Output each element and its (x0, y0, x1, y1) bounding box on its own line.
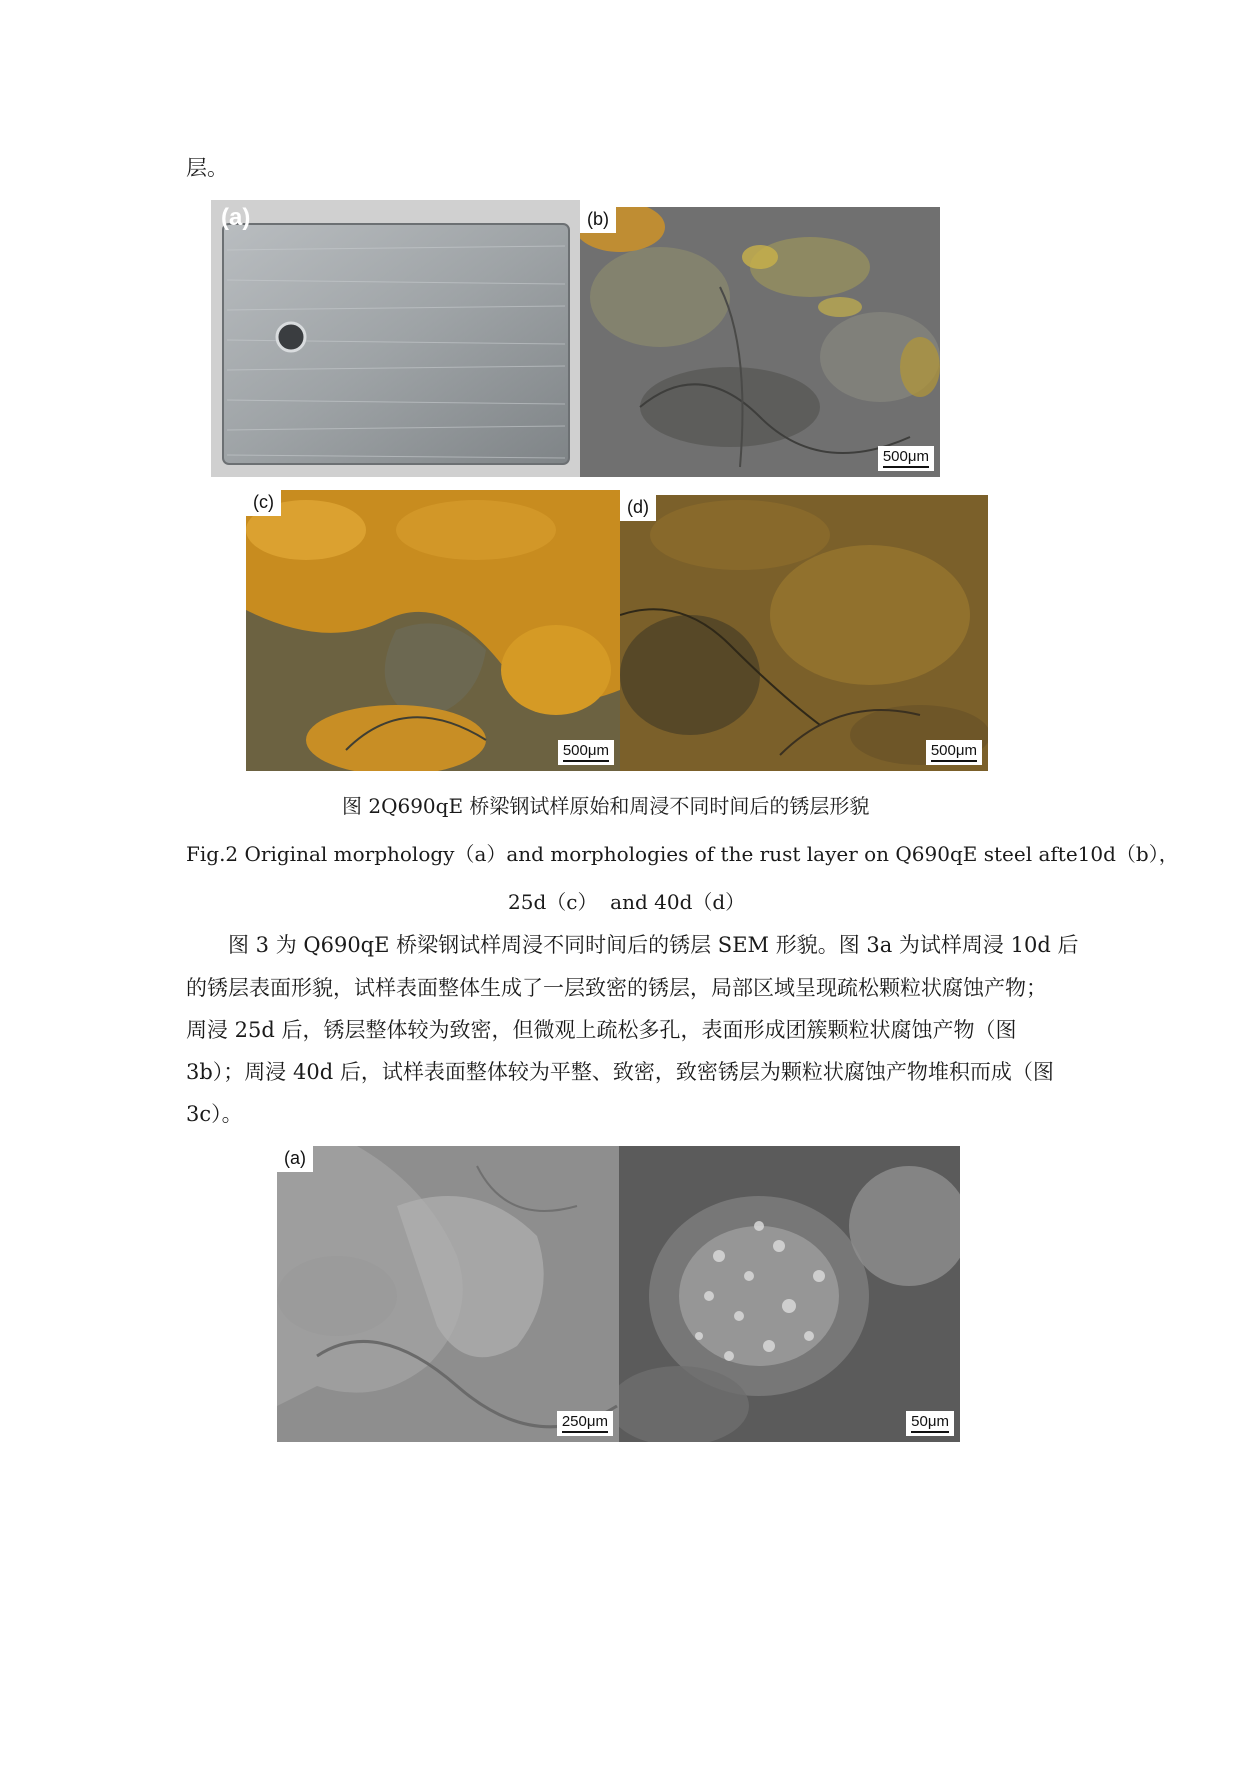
sem-image-low-mag (277, 1146, 619, 1442)
steel-plate-image (211, 200, 580, 477)
figure2-caption-en: Fig.2 Original morphology（a）and morphologies of the rust layer on Q690qE steel afte10d（b）， (186, 842, 1179, 866)
paragraph-line: 3c）。 (186, 1102, 243, 1126)
figure2-panel-a (211, 200, 580, 477)
figure2-caption-en-cont: 25d（c） and 40d（d） (508, 890, 746, 914)
panel-label: (d) (620, 495, 656, 521)
text-fragment: 层。 (186, 156, 228, 180)
scale-bar: 50μm (906, 1411, 954, 1436)
paragraph-line: 的锈层表面形貌，试样表面整体生成了一层致密的锈层，局部区域呈现疏松颗粒状腐蚀产物； (186, 976, 1047, 1000)
figure2-panel-c (246, 490, 620, 771)
sem-image-high-mag (619, 1146, 960, 1442)
panel-label: (a) (221, 204, 251, 231)
panel-label: (c) (246, 490, 281, 516)
figure2-panel-d (620, 495, 988, 771)
scale-bar: 500μm (558, 740, 614, 765)
figure3-panel-b (619, 1146, 960, 1442)
scale-bar: 500μm (926, 740, 982, 765)
figure2-caption-cn: 图 2Q690qE 桥梁钢试样原始和周浸不同时间后的锈层形貌 (342, 794, 870, 818)
paragraph-line: 周浸 25d 后，锈层整体较为致密，但微观上疏松多孔，表面形成团簇颗粒状腐蚀产物（图 (186, 1018, 1017, 1042)
figure2-panel-b (580, 207, 940, 477)
paragraph-line: 图 3 为 Q690qE 桥梁钢试样周浸不同时间后的锈层 SEM 形貌。图 3a 为试样周浸 10d 后 (228, 933, 1079, 957)
scale-bar: 250μm (557, 1411, 613, 1436)
figure3-panel-a (277, 1146, 619, 1442)
rust-layer-25d-image (246, 490, 620, 771)
panel-label: (b) (580, 207, 616, 233)
scale-bar: 500μm (878, 446, 934, 471)
panel-label: (a) (277, 1146, 313, 1172)
paragraph-line: 3b）；周浸 40d 后，试样表面整体较为平整、致密，致密锈层为颗粒状腐蚀产物堆积而成（图 (186, 1060, 1054, 1084)
rust-layer-40d-image (620, 495, 988, 771)
rust-layer-10d-image (580, 207, 940, 477)
